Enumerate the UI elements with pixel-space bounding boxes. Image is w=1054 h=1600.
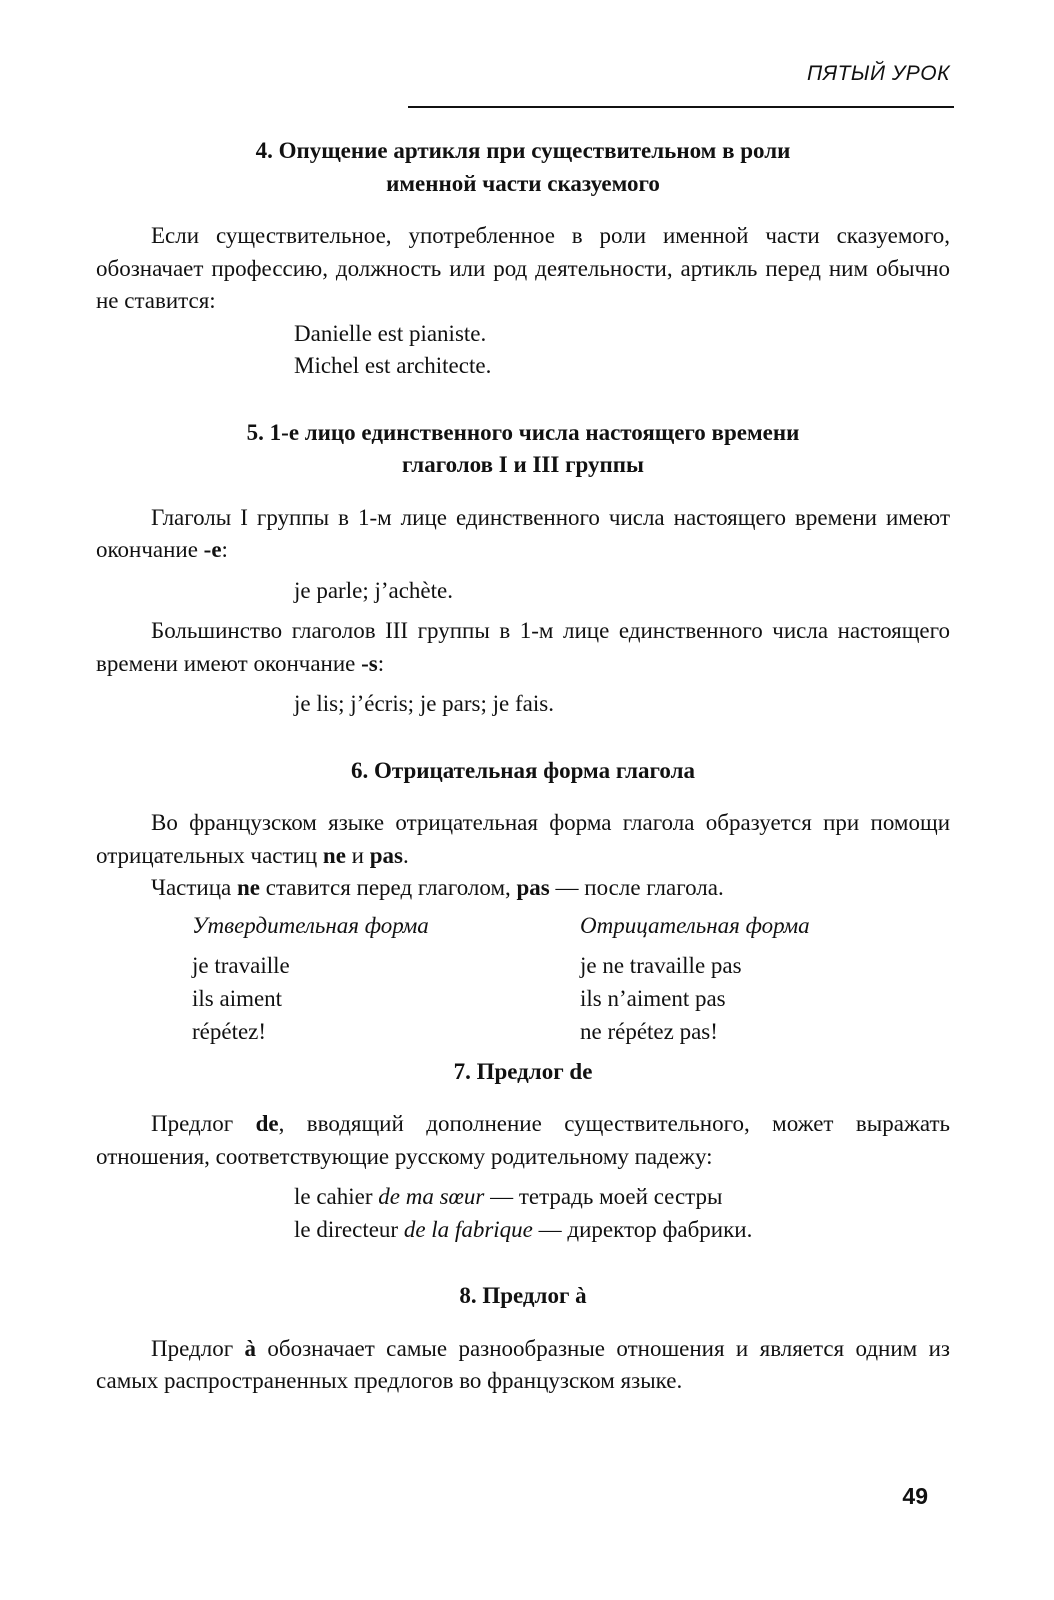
section-4-examples (96, 318, 950, 383)
table-header-row (192, 909, 810, 949)
example-line (294, 1181, 950, 1214)
paragraph-text: обозначает самые разнообразные отношения и является одним из самых распространенных предлогов во французском языке. (96, 1335, 950, 1393)
example-italic: de ma sœur (378, 1184, 485, 1209)
paragraph-text: Частица (151, 875, 237, 900)
section-5-title-line-2: глаголов I и III группы (402, 452, 644, 477)
particle-pas: pas (516, 875, 550, 900)
paragraph-text: Предлог (151, 1111, 256, 1136)
section-7-title: 7. Предлог de (453, 1058, 593, 1084)
section-5-paragraph-1 (96, 502, 950, 567)
affirmative-cell: ils aiment (192, 985, 283, 1011)
section-5-example-2 (96, 688, 950, 721)
section-4-title-line-2: именной части сказуемого (386, 170, 660, 196)
paragraph-tail: : (377, 650, 385, 676)
paragraph-text: Предлог (151, 1335, 245, 1361)
conjunction: и (345, 842, 370, 868)
example-french: le cahier (294, 1184, 379, 1209)
example-translation: — тетрадь моей сестры (484, 1184, 723, 1209)
preposition-de: de (255, 1111, 279, 1136)
section-7-examples (96, 1181, 950, 1246)
page-number: 49 (902, 1483, 928, 1509)
column-header-affirmative: Утвердительная форма (192, 912, 429, 938)
running-title: ПЯТЫЙ УРОК (807, 62, 950, 85)
ending-s: -s (361, 650, 378, 676)
preposition-a: à (244, 1335, 256, 1361)
page-content (96, 135, 950, 1398)
table-row (192, 1015, 810, 1048)
section-8-paragraph (96, 1333, 950, 1398)
particle-pas: pas (369, 842, 403, 868)
paragraph-text: — после глагола. (549, 875, 724, 900)
ending-e: -e (203, 537, 222, 562)
example-line: Michel est architecte. (294, 353, 492, 378)
section-5-title-line-1: 5. 1-е лицо единственного числа настоящего времени (246, 419, 800, 445)
section-4-title-line-1: 4. Опущение артикля при существительном в роли (255, 138, 791, 163)
section-6-paragraph-1 (96, 807, 950, 872)
table-row (192, 949, 810, 982)
verb-forms-table (192, 909, 810, 1048)
paragraph-tail: : (221, 537, 228, 562)
section-6-title: 6. Отрицательная форма глагола (351, 757, 695, 783)
column-header-negative: Отрицательная форма (580, 912, 810, 938)
particle-ne: ne (322, 842, 346, 868)
section-4-title (96, 135, 950, 200)
affirmative-cell: je travaille (192, 952, 290, 978)
section-6-paragraph-2 (96, 872, 950, 905)
example-italic: de la fabrique (403, 1216, 533, 1242)
section-5-title (96, 417, 950, 482)
paragraph-text: , вводящий дополнение существительного, может выражать отношения, соответствующие русскому родительному падежу: (96, 1111, 951, 1169)
example-line: je lis; j’écris; je pars; je fais. (294, 691, 554, 716)
particle-ne: ne (237, 875, 260, 900)
example-french: le directeur (294, 1216, 404, 1242)
header-rule (408, 106, 954, 108)
affirmative-cell: répétez! (192, 1018, 267, 1044)
section-8-title: 8. Предлог à (459, 1283, 587, 1308)
table-row (192, 982, 810, 1015)
example-line (294, 1214, 950, 1247)
section-7-paragraph (96, 1108, 950, 1173)
example-translation: — директор фабрики. (532, 1216, 753, 1242)
paragraph-text: Глаголы I группы в 1-м лице единственного числа настоящего времени имеют окончание (96, 504, 950, 562)
negative-cell: ne répétez pas! (580, 1018, 718, 1044)
negative-cell: ils n’aiment pas (580, 985, 726, 1011)
paragraph-tail: . (402, 842, 409, 868)
section-5-paragraph-2 (96, 615, 950, 680)
paragraph-text: Большинство глаголов III группы в 1-м лице единственного числа настоящего времени имеют окончание (96, 618, 950, 676)
example-line: je parle; j’achète. (294, 577, 453, 603)
section-5-example-1 (96, 575, 950, 608)
example-line: Danielle est pianiste. (294, 320, 487, 346)
paragraph-text: ставится перед глаголом, (260, 875, 517, 900)
section-4-paragraph: Если существительное, употребленное в роли именной части сказуемого, обозначает профессию, должность или род деятельности, артикль перед ним обычно не ставится: (96, 223, 950, 313)
negative-cell: je ne travaille pas (580, 952, 742, 978)
paragraph-text: Во французском языке отрицательная форма глагола образуется при помощи отрицательных частиц (96, 810, 950, 868)
